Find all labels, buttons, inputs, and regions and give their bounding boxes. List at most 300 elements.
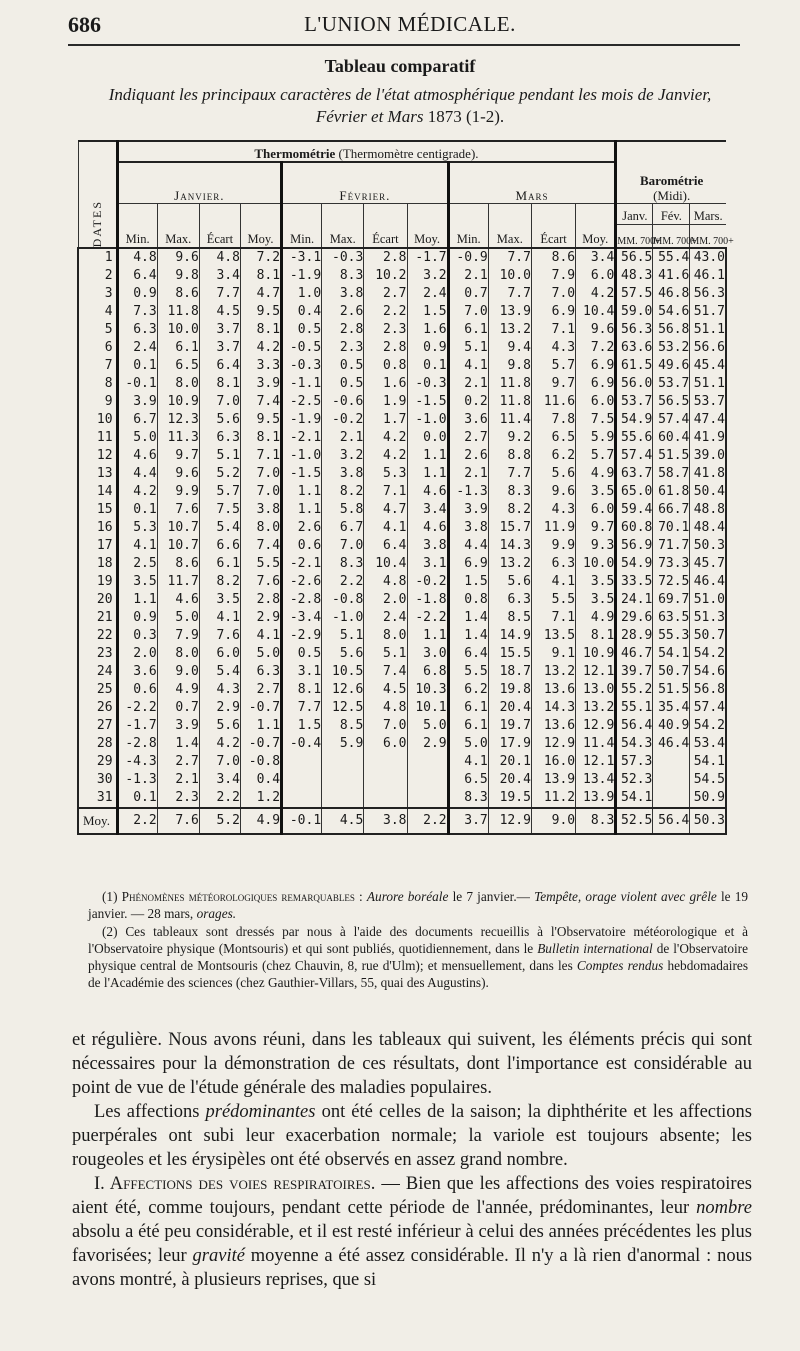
- value-cell: 57.4: [653, 411, 690, 429]
- value-cell: 5.4: [199, 519, 240, 537]
- value-cell: [407, 771, 448, 789]
- value-cell: 0.9: [407, 339, 448, 357]
- value-cell: 8.5: [488, 609, 531, 627]
- table-row: [78, 483, 726, 501]
- value-cell: 7.4: [364, 663, 407, 681]
- value-cell: 2.7: [448, 429, 488, 447]
- value-cell: 4.8: [199, 248, 240, 267]
- value-cell: 1.5: [448, 573, 488, 591]
- table-body: [78, 248, 726, 834]
- value-cell: [322, 789, 364, 808]
- value-cell: 2.2: [364, 303, 407, 321]
- value-cell: 11.7: [157, 573, 199, 591]
- value-cell: 13.6: [531, 681, 575, 699]
- value-cell: 2.8: [322, 321, 364, 339]
- value-cell: -0.7: [240, 699, 281, 717]
- value-cell: 7.7: [488, 285, 531, 303]
- value-cell: 56.4: [616, 717, 653, 735]
- value-cell: 6.0: [576, 267, 616, 285]
- value-cell: 46.4: [653, 735, 690, 753]
- footnote-2-text-e: hebdomadaires de l'Académie des sciences (chez Gauthier-Villars, 55, quai des Augustins).: [88, 958, 748, 990]
- table-row: [78, 591, 726, 609]
- value-cell: 61.5: [616, 357, 653, 375]
- value-cell: 9.8: [157, 267, 199, 285]
- value-cell: 48.4: [690, 519, 726, 537]
- value-cell: 11.8: [157, 303, 199, 321]
- value-cell: 53.4: [690, 735, 726, 753]
- value-cell: 0.1: [117, 357, 157, 375]
- value-cell: 0.5: [282, 321, 322, 339]
- value-cell: 9.6: [157, 465, 199, 483]
- average-cell: 2.2: [117, 808, 157, 834]
- p3-gravite: gravité: [192, 1246, 245, 1266]
- value-cell: 5.6: [322, 645, 364, 663]
- value-cell: 3.3: [240, 357, 281, 375]
- value-cell: 0.6: [117, 681, 157, 699]
- value-cell: 51.0: [690, 591, 726, 609]
- value-cell: 2.7: [157, 753, 199, 771]
- value-cell: 2.6: [448, 447, 488, 465]
- subtitle-line-1: Indiquant les principaux caractères de l'état atmosphérique pendant les mois de Janvier,: [108, 85, 712, 104]
- value-cell: [322, 771, 364, 789]
- value-cell: -1.3: [117, 771, 157, 789]
- value-cell: -0.2: [322, 411, 364, 429]
- value-cell: 10.5: [322, 663, 364, 681]
- value-cell: [364, 789, 407, 808]
- value-cell: 2.6: [322, 303, 364, 321]
- table-row: [78, 609, 726, 627]
- value-cell: 6.2: [448, 681, 488, 699]
- value-cell: 8.1: [240, 267, 281, 285]
- table-row: [78, 735, 726, 753]
- value-cell: 9.8: [488, 357, 531, 375]
- value-cell: 13.4: [576, 771, 616, 789]
- value-cell: [364, 753, 407, 771]
- value-cell: 48.8: [690, 501, 726, 519]
- value-cell: 12.1: [576, 663, 616, 681]
- value-cell: 46.8: [653, 285, 690, 303]
- footnote-1-tempete: Tempête, orage violent avec grêle: [534, 889, 717, 904]
- value-cell: 4.5: [199, 303, 240, 321]
- value-cell: 72.5: [653, 573, 690, 591]
- value-cell: 29.6: [616, 609, 653, 627]
- value-cell: 10.4: [576, 303, 616, 321]
- value-cell: 5.1: [199, 447, 240, 465]
- table-row: [78, 627, 726, 645]
- value-cell: 2.4: [364, 609, 407, 627]
- value-cell: 0.8: [448, 591, 488, 609]
- value-cell: -1.5: [282, 465, 322, 483]
- value-cell: 8.6: [157, 555, 199, 573]
- value-cell: 57.4: [616, 447, 653, 465]
- col-feb-max: Max.: [322, 204, 364, 249]
- value-cell: 8.3: [488, 483, 531, 501]
- value-cell: -2.8: [117, 735, 157, 753]
- value-cell: 10.7: [157, 519, 199, 537]
- p2-a: Les affections: [94, 1102, 200, 1122]
- footnote-1: [88, 888, 748, 922]
- value-cell: 1.4: [157, 735, 199, 753]
- day-cell: 19: [78, 573, 117, 591]
- col-jan-moy: Moy.: [240, 204, 281, 249]
- value-cell: 13.9: [488, 303, 531, 321]
- col-baro-janv: Janv.: [616, 204, 653, 225]
- table-row: [78, 357, 726, 375]
- value-cell: 6.1: [448, 717, 488, 735]
- day-cell: 9: [78, 393, 117, 411]
- day-cell: 21: [78, 609, 117, 627]
- table-row: [78, 429, 726, 447]
- value-cell: 2.9: [407, 735, 448, 753]
- average-cell: 2.2: [407, 808, 448, 834]
- table-row: [78, 645, 726, 663]
- value-cell: 7.1: [531, 321, 575, 339]
- value-cell: 6.4: [199, 357, 240, 375]
- value-cell: 9.0: [157, 663, 199, 681]
- value-cell: 7.7: [488, 465, 531, 483]
- value-cell: -2.6: [282, 573, 322, 591]
- value-cell: 1.1: [407, 627, 448, 645]
- day-cell: 1: [78, 248, 117, 267]
- value-cell: 2.7: [240, 681, 281, 699]
- table-row: [78, 267, 726, 285]
- value-cell: 54.6: [653, 303, 690, 321]
- table-row: [78, 303, 726, 321]
- value-cell: 54.6: [690, 663, 726, 681]
- value-cell: 1.1: [117, 591, 157, 609]
- day-cell: 18: [78, 555, 117, 573]
- value-cell: 57.3: [616, 753, 653, 771]
- value-cell: -1.3: [448, 483, 488, 501]
- value-cell: 55.2: [616, 681, 653, 699]
- day-cell: 2: [78, 267, 117, 285]
- value-cell: 11.9: [531, 519, 575, 537]
- value-cell: 6.9: [576, 357, 616, 375]
- value-cell: 3.7: [199, 321, 240, 339]
- dates-header: [78, 141, 117, 248]
- value-cell: 4.1: [199, 609, 240, 627]
- value-cell: 10.0: [157, 321, 199, 339]
- value-cell: 10.3: [407, 681, 448, 699]
- value-cell: 7.2: [576, 339, 616, 357]
- value-cell: 3.4: [199, 267, 240, 285]
- value-cell: -3.1: [282, 248, 322, 267]
- value-cell: -1.9: [282, 411, 322, 429]
- value-cell: 10.9: [157, 393, 199, 411]
- barometry-header: [616, 141, 726, 204]
- value-cell: 56.0: [616, 375, 653, 393]
- value-cell: 3.4: [199, 771, 240, 789]
- value-cell: 7.6: [157, 501, 199, 519]
- average-cell: 4.5: [322, 808, 364, 834]
- value-cell: 53.7: [653, 375, 690, 393]
- value-cell: 6.1: [157, 339, 199, 357]
- day-cell: 3: [78, 285, 117, 303]
- value-cell: 50.7: [653, 663, 690, 681]
- value-cell: 6.9: [448, 555, 488, 573]
- value-cell: -1.7: [117, 717, 157, 735]
- value-cell: 4.9: [157, 681, 199, 699]
- value-cell: 6.5: [531, 429, 575, 447]
- value-cell: 9.5: [240, 411, 281, 429]
- day-cell: 13: [78, 465, 117, 483]
- average-cell: 7.6: [157, 808, 199, 834]
- value-cell: 8.1: [576, 627, 616, 645]
- value-cell: -0.7: [240, 735, 281, 753]
- value-cell: 9.7: [531, 375, 575, 393]
- value-cell: 4.2: [240, 339, 281, 357]
- value-cell: 4.2: [576, 285, 616, 303]
- p3-heading: I. Affections des voies respiratoires.: [94, 1174, 376, 1194]
- value-cell: 9.9: [157, 483, 199, 501]
- value-cell: 10.4: [364, 555, 407, 573]
- value-cell: 6.0: [364, 735, 407, 753]
- value-cell: 13.0: [576, 681, 616, 699]
- value-cell: 3.6: [448, 411, 488, 429]
- value-cell: 0.1: [117, 789, 157, 808]
- value-cell: 9.9: [531, 537, 575, 555]
- value-cell: 8.2: [199, 573, 240, 591]
- footnote-1-date: le 7 janvier.—: [452, 889, 530, 904]
- value-cell: 8.1: [240, 429, 281, 447]
- header-rule: [68, 44, 740, 46]
- average-row: [78, 808, 726, 834]
- value-cell: 3.4: [576, 248, 616, 267]
- value-cell: 0.9: [117, 609, 157, 627]
- footnote-1-aurore: Aurore boréale: [366, 889, 449, 904]
- value-cell: 8.2: [322, 483, 364, 501]
- day-cell: 22: [78, 627, 117, 645]
- p3-b: — Bien que les affections des voies respiratoires aient été, comme toujours, pendant cette période de l'année, prédominantes, leur: [72, 1174, 752, 1218]
- value-cell: -0.1: [117, 375, 157, 393]
- value-cell: 9.1: [531, 645, 575, 663]
- value-cell: 63.7: [616, 465, 653, 483]
- value-cell: 7.4: [240, 537, 281, 555]
- value-cell: 1.0: [282, 285, 322, 303]
- average-label: Moy.: [78, 808, 117, 834]
- value-cell: 3.4: [407, 501, 448, 519]
- value-cell: 53.2: [653, 339, 690, 357]
- value-cell: 54.9: [616, 411, 653, 429]
- value-cell: 11.8: [488, 393, 531, 411]
- day-cell: 8: [78, 375, 117, 393]
- value-cell: -2.8: [282, 591, 322, 609]
- table-row: [78, 681, 726, 699]
- value-cell: 0.5: [282, 645, 322, 663]
- value-cell: 8.0: [240, 519, 281, 537]
- value-cell: 14.9: [488, 627, 531, 645]
- value-cell: 54.9: [616, 555, 653, 573]
- p2-predominantes: prédominantes: [205, 1102, 316, 1122]
- value-cell: 13.2: [488, 555, 531, 573]
- value-cell: 56.8: [653, 321, 690, 339]
- value-cell: 10.0: [576, 555, 616, 573]
- value-cell: 54.1: [616, 789, 653, 808]
- value-cell: 48.3: [616, 267, 653, 285]
- value-cell: 2.0: [117, 645, 157, 663]
- value-cell: 2.1: [448, 375, 488, 393]
- table-row: [78, 285, 726, 303]
- value-cell: 73.3: [653, 555, 690, 573]
- value-cell: 6.4: [117, 267, 157, 285]
- day-cell: 25: [78, 681, 117, 699]
- value-cell: 6.6: [199, 537, 240, 555]
- month-header-mars: Mars: [448, 162, 616, 204]
- value-cell: 5.8: [322, 501, 364, 519]
- value-cell: 1.5: [407, 303, 448, 321]
- value-cell: [407, 789, 448, 808]
- value-cell: 12.1: [576, 753, 616, 771]
- value-cell: -2.9: [282, 627, 322, 645]
- value-cell: -1.1: [282, 375, 322, 393]
- value-cell: -1.0: [282, 447, 322, 465]
- value-cell: 51.3: [690, 609, 726, 627]
- value-cell: 54.3: [616, 735, 653, 753]
- value-cell: [407, 753, 448, 771]
- p3-f: moyenne a été assez considérable. Il n'y a là rien d'anormal : nous avons montré, à plusieurs reprises, que si: [72, 1246, 753, 1290]
- value-cell: 51.7: [690, 303, 726, 321]
- value-cell: 2.2: [199, 789, 240, 808]
- table-row: [78, 375, 726, 393]
- value-cell: 65.0: [616, 483, 653, 501]
- value-cell: 3.2: [407, 267, 448, 285]
- value-cell: 6.4: [364, 537, 407, 555]
- value-cell: 7.0: [364, 717, 407, 735]
- day-cell: 28: [78, 735, 117, 753]
- day-cell: 12: [78, 447, 117, 465]
- value-cell: 4.2: [364, 447, 407, 465]
- value-cell: 55.1: [616, 699, 653, 717]
- value-cell: 3.5: [576, 591, 616, 609]
- value-cell: 1.1: [240, 717, 281, 735]
- average-cell: 3.8: [364, 808, 407, 834]
- value-cell: 0.6: [282, 537, 322, 555]
- value-cell: 50.7: [690, 627, 726, 645]
- day-cell: 30: [78, 771, 117, 789]
- value-cell: 3.5: [117, 573, 157, 591]
- value-cell: 2.4: [407, 285, 448, 303]
- value-cell: -0.4: [282, 735, 322, 753]
- value-cell: 52.3: [616, 771, 653, 789]
- value-cell: 5.6: [488, 573, 531, 591]
- value-cell: 9.4: [488, 339, 531, 357]
- value-cell: 56.9: [616, 537, 653, 555]
- value-cell: 1.1: [407, 447, 448, 465]
- value-cell: 0.5: [322, 357, 364, 375]
- value-cell: 69.7: [653, 591, 690, 609]
- value-cell: 60.4: [653, 429, 690, 447]
- value-cell: 0.3: [117, 627, 157, 645]
- value-cell: 7.9: [157, 627, 199, 645]
- value-cell: 51.1: [690, 321, 726, 339]
- value-cell: 11.3: [157, 429, 199, 447]
- value-cell: 8.5: [322, 717, 364, 735]
- value-cell: 7.0: [448, 303, 488, 321]
- value-cell: 0.0: [407, 429, 448, 447]
- value-cell: 11.8: [488, 375, 531, 393]
- value-cell: 0.1: [117, 501, 157, 519]
- value-cell: 7.8: [531, 411, 575, 429]
- col-baro-fev: Fév.: [653, 204, 690, 225]
- table-row: [78, 248, 726, 267]
- value-cell: 20.4: [488, 699, 531, 717]
- value-cell: 11.4: [576, 735, 616, 753]
- day-cell: 7: [78, 357, 117, 375]
- table-row: [78, 537, 726, 555]
- body-paragraph-1: et régulière. Nous avons réuni, dans les tableaux qui suivent, les éléments précis qui sont nécessaires pour la démonstration de ces résultats, dont l'importance est considérable au point de vue de l'étude générale des maladies populaires.: [72, 1030, 752, 1098]
- table-row: [78, 339, 726, 357]
- footnote-1-orages: orages.: [196, 906, 237, 921]
- value-cell: 12.5: [322, 699, 364, 717]
- col-feb-moy: Moy.: [407, 204, 448, 249]
- value-cell: 9.6: [531, 483, 575, 501]
- value-cell: 10.1: [407, 699, 448, 717]
- value-cell: 6.3: [117, 321, 157, 339]
- value-cell: 9.7: [157, 447, 199, 465]
- value-cell: 1.7: [364, 411, 407, 429]
- value-cell: 10.7: [157, 537, 199, 555]
- value-cell: 8.6: [157, 285, 199, 303]
- value-cell: 46.4: [690, 573, 726, 591]
- value-cell: -0.2: [407, 573, 448, 591]
- value-cell: 8.6: [531, 248, 575, 267]
- day-cell: 17: [78, 537, 117, 555]
- barometry-subtitle: (Midi).: [653, 188, 691, 203]
- value-cell: 5.9: [322, 735, 364, 753]
- value-cell: 2.8: [364, 339, 407, 357]
- value-cell: 7.5: [576, 411, 616, 429]
- value-cell: 70.1: [653, 519, 690, 537]
- day-cell: 16: [78, 519, 117, 537]
- value-cell: 8.1: [282, 681, 322, 699]
- value-cell: 4.4: [117, 465, 157, 483]
- value-cell: 2.1: [157, 771, 199, 789]
- value-cell: 2.2: [322, 573, 364, 591]
- day-cell: 5: [78, 321, 117, 339]
- value-cell: 9.6: [157, 248, 199, 267]
- value-cell: 59.0: [616, 303, 653, 321]
- footnote-2-text-c: de l'Observatoire physique central de Montsouris (chez Chauvin, 8, rue d'Ulm); et mensuellement, dans les: [88, 941, 748, 973]
- value-cell: [653, 753, 690, 771]
- value-cell: -2.1: [282, 429, 322, 447]
- value-cell: 28.9: [616, 627, 653, 645]
- value-cell: 4.3: [199, 681, 240, 699]
- value-cell: 4.5: [364, 681, 407, 699]
- p3-nombre: nombre: [696, 1198, 752, 1218]
- value-cell: -2.5: [282, 393, 322, 411]
- value-cell: 57.4: [690, 699, 726, 717]
- value-cell: 2.1: [322, 429, 364, 447]
- value-cell: 1.1: [282, 501, 322, 519]
- value-cell: 12.6: [322, 681, 364, 699]
- value-cell: -0.5: [282, 339, 322, 357]
- value-cell: -0.9: [448, 248, 488, 267]
- table-subtitle: [60, 84, 760, 128]
- value-cell: 4.2: [199, 735, 240, 753]
- footnote-1-label: (1) Phénomènes météorologiques remarquables :: [102, 889, 363, 904]
- col-feb-min: Min.: [282, 204, 322, 249]
- value-cell: 20.1: [488, 753, 531, 771]
- day-cell: 11: [78, 429, 117, 447]
- value-cell: 0.8: [364, 357, 407, 375]
- value-cell: 55.3: [653, 627, 690, 645]
- value-cell: 7.3: [117, 303, 157, 321]
- value-cell: 7.4: [240, 393, 281, 411]
- value-cell: 6.0: [199, 645, 240, 663]
- day-cell: 6: [78, 339, 117, 357]
- value-cell: [282, 789, 322, 808]
- average-cell: 50.3: [690, 808, 726, 834]
